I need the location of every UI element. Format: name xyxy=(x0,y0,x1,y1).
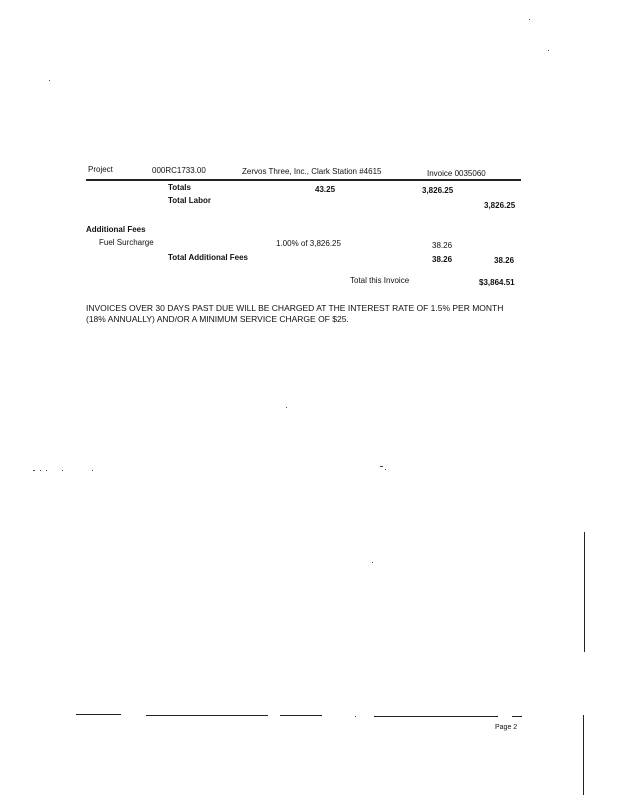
invoice-total-label: Total this Invoice xyxy=(350,276,410,285)
scan-speck xyxy=(529,19,530,20)
fuel-surcharge-label: Fuel Surcharge xyxy=(99,238,154,247)
header-rule xyxy=(86,179,521,181)
total-additional-fees-amount: 38.26 xyxy=(494,256,515,265)
fuel-surcharge-rate: 1.00% of 3,826.25 xyxy=(276,239,341,248)
scan-speck xyxy=(372,562,373,563)
scan-speck xyxy=(92,470,93,471)
page-number: Page 2 xyxy=(495,724,518,731)
totals-label: Totals xyxy=(168,183,191,192)
late-payment-notice: INVOICES OVER 30 DAYS PAST DUE WILL BE CHARGED AT THE INTEREST RATE OF 1.5% PER MONTH (18% ANNUALLY) AND/OR A MINIMUM SERVICE CHARGE OF $25. xyxy=(86,303,504,324)
invoice-total-amount: $3,864.51 xyxy=(479,278,515,287)
scan-speck xyxy=(355,716,356,717)
scan-speck xyxy=(548,50,549,51)
scan-speck xyxy=(62,470,63,471)
total-labor-amount: 3,826.25 xyxy=(484,201,516,210)
footer-rule xyxy=(76,714,121,715)
additional-fees-heading: Additional Fees xyxy=(86,225,146,234)
footer-rule xyxy=(146,715,268,716)
project-label: Project xyxy=(88,165,113,174)
totals-amount: 3,826.25 xyxy=(422,186,454,195)
scan-speck xyxy=(33,470,35,471)
project-number: 000RC1733.00 xyxy=(152,166,206,175)
total-additional-fees-subtotal: 38.26 xyxy=(432,255,453,264)
scan-edge-line xyxy=(583,715,584,795)
scan-speck xyxy=(286,407,287,408)
invoice-number: Invoice 0035060 xyxy=(427,169,486,178)
scan-speck xyxy=(380,466,383,467)
footer-rule xyxy=(512,716,522,717)
scan-speck xyxy=(40,470,41,471)
total-labor-label: Total Labor xyxy=(168,196,211,205)
total-additional-fees-label: Total Additional Fees xyxy=(168,253,249,262)
scan-speck xyxy=(46,470,47,471)
fuel-surcharge-amount: 38.26 xyxy=(432,241,453,250)
footer-rule xyxy=(280,715,322,716)
totals-hours: 43.25 xyxy=(315,185,336,194)
scan-speck xyxy=(49,80,50,81)
scan-speck xyxy=(385,469,386,470)
client-name: Zervos Three, Inc., Clark Station #4615 xyxy=(242,167,382,176)
scan-edge-line xyxy=(584,532,585,652)
footer-rule xyxy=(374,716,498,717)
